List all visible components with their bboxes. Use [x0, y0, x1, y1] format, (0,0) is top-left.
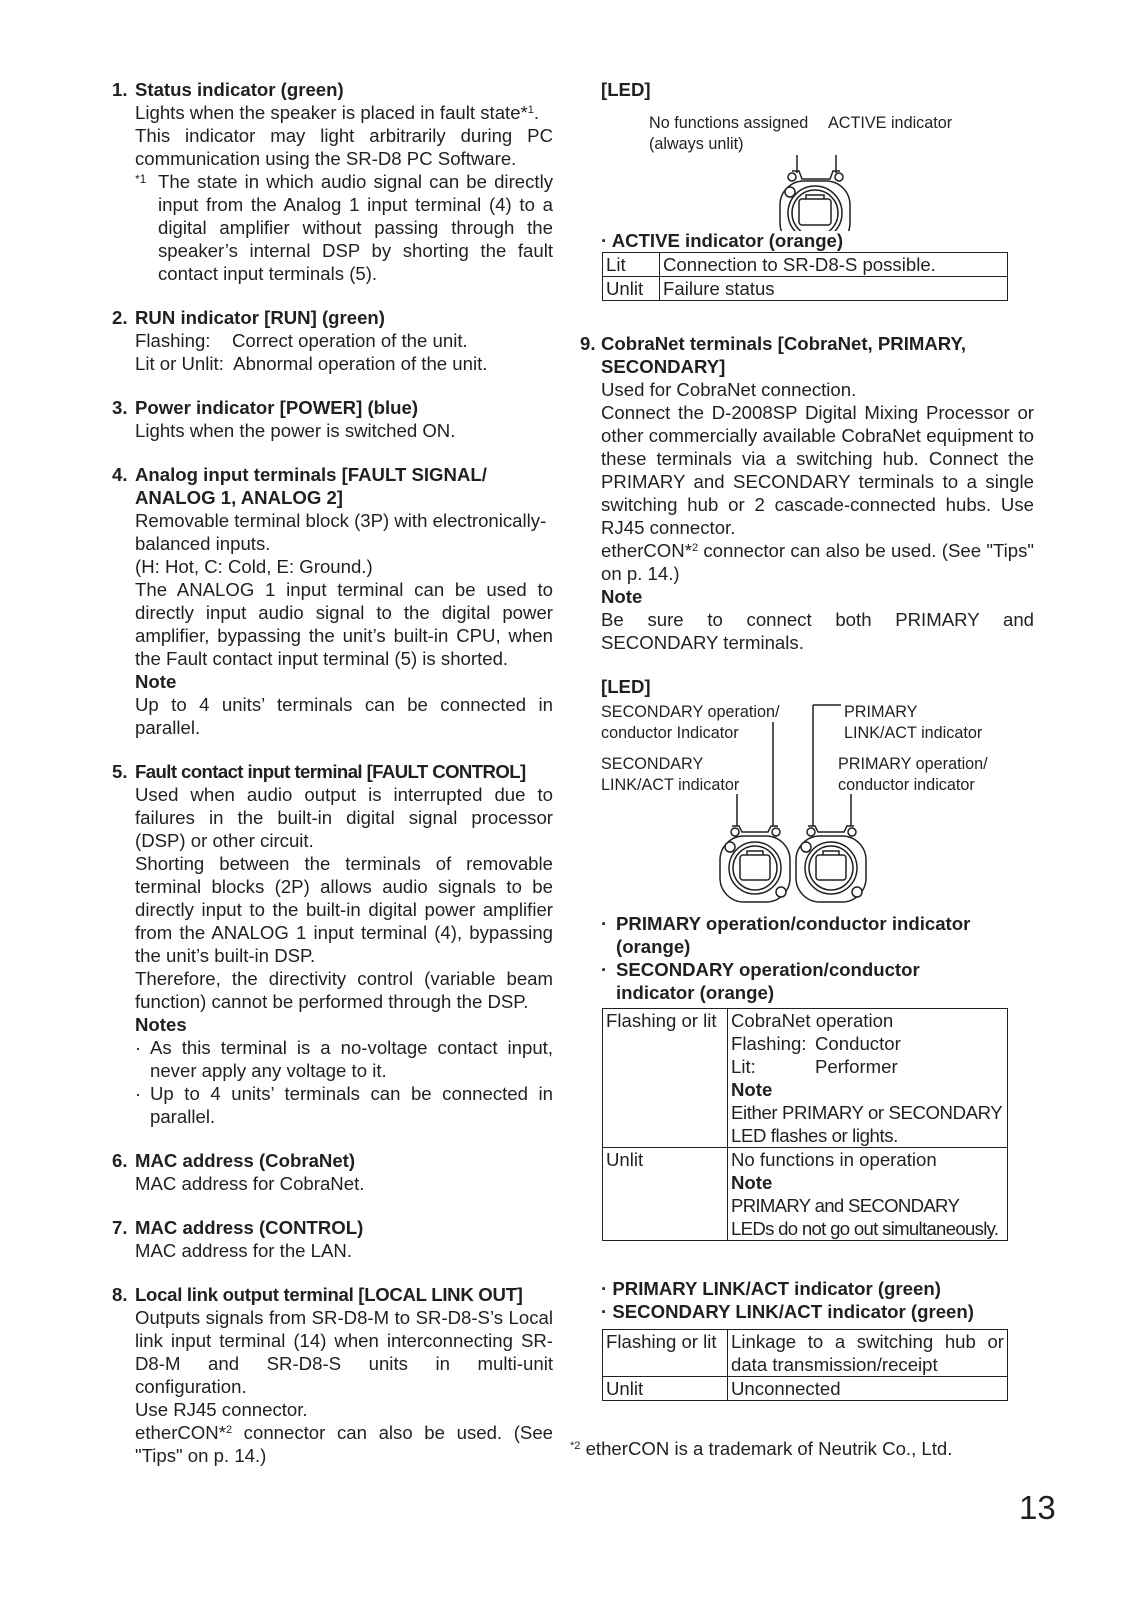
link-table [602, 1329, 1008, 1401]
item-text: etherCON*$^2$ connector can also be used. (See "Tips" on p. 14.) [601, 540, 1034, 584]
table-row: Flashing or lit CobraNet operation Flashing: Conductor Lit: Performer Note Either PRIMARY or SECONDARY LED flashes or lights. [603, 1009, 1008, 1148]
led-heading: [LED] [601, 676, 651, 697]
dual-rj45-connector-diagram [601, 698, 1034, 908]
active-table [602, 252, 1008, 301]
item-title: Status indicator (green) [135, 79, 344, 100]
bullet-item: · As this terminal is a no-voltage contact input, never apply any voltage to it. [135, 1037, 553, 1081]
led-diagram-cobranet [601, 698, 1034, 908]
item-number: 3. [112, 397, 128, 418]
item-number: 6. [112, 1150, 128, 1171]
led-heading: [LED] [601, 79, 651, 100]
item-text: Used when audio output is interrupted due to failures in the built-in digital signal processor (DSP) or other circuit. [135, 784, 553, 851]
status-row: Lit or Unlit: Abnormal operation of the unit. [135, 353, 488, 374]
item-local-link-out [112, 1283, 553, 1467]
item-text: (H: Hot, C: Cold, E: Ground.) [135, 556, 373, 577]
item-title: Fault contact input terminal [FAULT CONTROL] [135, 761, 526, 782]
left-column [112, 78, 553, 1488]
item-title: RUN indicator [RUN] (green) [135, 307, 385, 328]
link-heading: · PRIMARY LINK/ACT indicator (green) · SECONDARY LINK/ACT indicator (green) [601, 1278, 974, 1322]
item-number: 4. [112, 464, 128, 485]
label-primary-operation: PRIMARY operation/ conductor indicator [838, 755, 988, 794]
table-row: Flashing or lit Linkage to a switching hub or data transmission/receipt [603, 1330, 1008, 1377]
footnote-text: The state in which audio signal can be directly input from the Analog 1 input terminal (4) to a digital amplifier without passing through the speaker’s internal DSP by shorting the fault contact input terminals (5). [158, 171, 553, 284]
item-text: The ANALOG 1 input terminal can be used to directly input audio signal to the digital power amplifier, bypassing the unit’s built-in CPU, when the Fault contact input terminal (5) is shorted. [135, 579, 553, 669]
item-cobranet-terminals [580, 332, 1034, 654]
item-text: Outputs signals from SR-D8-M to SR-D8-S’s Local link input terminal (14) when interconnecting SR-D8-M and SR-D8-S units in multi-unit configuration. [135, 1307, 553, 1397]
item-text: Connect the D-2008SP Digital Mixing Processor or other commercially available CobraNet equipment to these terminals via a switching hub. Connect the PRIMARY and SECONDARY terminals to a single switching hub or 2 cascade-connected hubs. Use RJ45 connector. [601, 402, 1034, 538]
led-diagram-local-link [586, 101, 1034, 231]
item-text: etherCON*$^2$ connector can also be used. (See "Tips" on p. 14.) [135, 1422, 553, 1466]
op-heading: · PRIMARY operation/conductor indicator (orange) · SECONDARY operation/conductor indicator (orange) [601, 913, 971, 1003]
table-cell: No functions in operation Note PRIMARY and SECONDARY LEDs do not go out simultaneously. [728, 1148, 1008, 1241]
item-title: MAC address (CobraNet) [135, 1150, 356, 1171]
item-number: 7. [112, 1217, 128, 1238]
item-mac-control [112, 1216, 553, 1262]
label-secondary-operation: SECONDARY operation/ conductor Indicator [601, 703, 780, 742]
table-row: Lit Connection to SR-D8-S possible. [603, 253, 1008, 277]
note-label: Note [601, 586, 643, 607]
table-row: Unlit No functions in operation Note PRIMARY and SECONDARY LEDs do not go out simultaneously. [603, 1148, 1008, 1241]
table-cell: CobraNet operation Flashing: Conductor Lit: Performer Note Either PRIMARY or SECONDARY LED flashes or lights. [728, 1009, 1008, 1148]
item-power-indicator [112, 396, 553, 442]
item-status-indicator [112, 78, 553, 285]
item-text: Lights when the speaker is placed in fault state*$^1$. [135, 102, 540, 123]
note-text: Be sure to connect both PRIMARY and SECONDARY terminals. [601, 609, 1034, 653]
active-heading: · ACTIVE indicator (orange) [601, 230, 844, 251]
rj45-connector-diagram [586, 101, 1034, 231]
bullet-item: · Up to 4 units’ terminals can be connected in parallel. [135, 1083, 553, 1127]
notes-label: Notes [135, 1014, 187, 1035]
item-text: Used for CobraNet connection. [601, 379, 857, 400]
item-text: This indicator may light arbitrarily during PC communication using the SR-D8 PC Software. [135, 125, 553, 169]
item-run-indicator [112, 306, 553, 375]
page-number: 13 [1019, 1489, 1056, 1526]
item-text: Lights when the power is switched ON. [135, 420, 456, 441]
item-mac-cobranet [112, 1149, 553, 1195]
right-column [570, 78, 1034, 1460]
item-title: MAC address (CONTROL) [135, 1217, 364, 1238]
item-number: 8. [112, 1284, 128, 1305]
label-active-indicator: ACTIVE indicator [828, 114, 953, 132]
operation-table [602, 1008, 1008, 1241]
item-text: Removable terminal block (3P) with electronically- balanced inputs. [135, 510, 547, 554]
table-row: Unlit Unconnected [603, 1377, 1008, 1401]
item-number: 5. [112, 761, 128, 782]
item-title: Power indicator [POWER] (blue) [135, 397, 419, 418]
note-label: Note [135, 671, 177, 692]
item-number: 1. [112, 79, 128, 100]
item-text: Use RJ45 connector. [135, 1399, 308, 1420]
item-text: MAC address for CobraNet. [135, 1173, 365, 1194]
item-text: Shorting between the terminals of removable terminal blocks (2P) allows audio signals to be directly input to the built-in digital power amplifier from the ANALOG 1 input terminal (4), bypassing the unit’s built-in DSP. [135, 853, 553, 966]
item-text: MAC address for the LAN. [135, 1240, 353, 1261]
label-primary-link: PRIMARY LINK/ACT indicator [844, 703, 983, 742]
item-fault-contact [112, 760, 553, 1128]
label-no-functions: No functions assigned (always unlit) [649, 114, 809, 153]
item-number: 2. [112, 307, 128, 328]
table-row: Unlit Failure status [603, 277, 1008, 301]
item-title: Analog input terminals [FAULT SIGNAL/ ANALOG 1, ANALOG 2] [135, 464, 487, 508]
footnote: $^{*2}$ etherCON is a trademark of Neutrik Co., Ltd. [570, 1438, 953, 1459]
item-text: Therefore, the directivity control (variable beam function) cannot be performed through the DSP. [135, 968, 553, 1012]
status-row: Flashing: Correct operation of the unit. [135, 330, 468, 351]
label-secondary-link: SECONDARY LINK/ACT indicator [601, 755, 740, 794]
item-title: Local link output terminal [LOCAL LINK OUT] [135, 1284, 523, 1305]
footnote-mark: *1 [135, 172, 147, 186]
item-analog-input [112, 463, 553, 739]
item-title: CobraNet terminals [CobraNet, PRIMARY, SECONDARY] [601, 333, 967, 377]
note-text: Up to 4 units’ terminals can be connected in parallel. [135, 694, 553, 738]
footnote [135, 170, 553, 285]
item-number: 9. [580, 333, 596, 354]
